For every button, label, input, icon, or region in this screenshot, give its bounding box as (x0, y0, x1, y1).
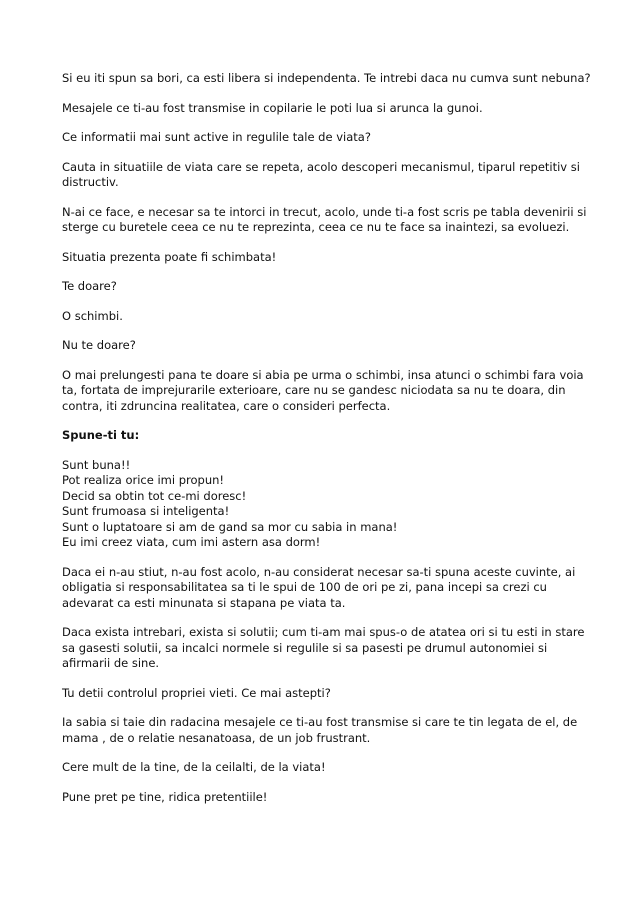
paragraph-solutions: Daca exista intrebari, exista si solutii; cum ti-am mai spus-o de atatea ori si tu esti in stare sa gasesti solutii, sa incalci normele si regulile si sa pasesti pe drumul autonomiei si afirmarii de sine. (62, 625, 585, 670)
paragraph-prolong: O mai prelungesti pana te doare si abia pe urma o schimbi, insa atunci o schimbi fara voia ta, fortata de imprejurarile exterioare, care nu se gandesc niciodata sa nu te doara, din contra, iti zdruncina realitatea, care o consideri perfecta. (62, 367, 584, 413)
paragraph-sword: Ia sabia si taie din radacina mesajele ce ti-au fost transmise si care te tin legata de el, de mama , de o relatie nesanatoasa, de un job frustrant. (62, 715, 578, 745)
affirmation-line: Decid sa obtin tot ce-mi doresc! (62, 488, 247, 503)
paragraph-question: Ce informatii mai sunt active in regulile tale de viata? (62, 130, 371, 144)
affirmation-line: Sunt o luptatoare si am de gand sa mor cu sabia in mana! (62, 519, 398, 534)
paragraph-change-it: O schimbi. (62, 308, 123, 323)
affirmation-line: Pot realiza orice imi propun! (62, 473, 225, 487)
paragraph-value-yourself: Pune pret pe tine, ridica pretentiile! (62, 789, 268, 804)
paragraph-hurts: Te doare? (62, 279, 117, 293)
heading-say-to-yourself: Spune-ti tu: (62, 428, 140, 442)
affirmation-line: Eu imi creez viata, cum imi astern asa dorm! (62, 535, 321, 549)
paragraph-not-hurts: Nu te doare? (62, 338, 136, 352)
paragraph-search: Cauta in situatiile de viata care se repeta, acolo descoperi mecanismul, tiparul repetitiv si distructiv. (62, 159, 580, 189)
paragraph-past: N-ai ce face, e necesar sa te intorci in trecut, acolo, unde ti-a fost scris pe tabla devenirii si sterge cu buretele ceea ce nu te reprezinta, ceea ce nu te face sa inaintezi, sa evoluezi. (62, 204, 587, 234)
paragraph-responsibility: Daca ei n-au stiut, n-au fost acolo, n-au considerat necesar sa-ti spuna aceste cuvinte, ai obligatia si responsabilitatea sa ti le spui de 100 de ori pe zi, pana incepi sa crezi cu adevarat ca esti minunata si stapana pe viata ta. (62, 564, 576, 610)
paragraph-control: Tu detii controlul propriei vieti. Ce mai astepti? (62, 685, 331, 700)
document-page (62, 71, 592, 819)
paragraph-messages: Mesajele ce ti-au fost transmise in copilarie le poti lua si arunca la gunoi. (62, 100, 483, 115)
paragraph-intro: Si eu iti spun sa bori, ca esti libera si independenta. Te intrebi daca nu cumva sunt nebuna? (62, 71, 591, 85)
affirmation-line: Sunt frumoasa si inteligenta! (62, 504, 230, 518)
affirmations-list (62, 458, 592, 551)
affirmation-line: Sunt buna!! (62, 457, 131, 472)
paragraph-ask-more: Cere mult de la tine, de la ceilalti, de la viata! (62, 760, 326, 774)
paragraph-change: Situatia prezenta poate fi schimbata! (62, 249, 277, 264)
